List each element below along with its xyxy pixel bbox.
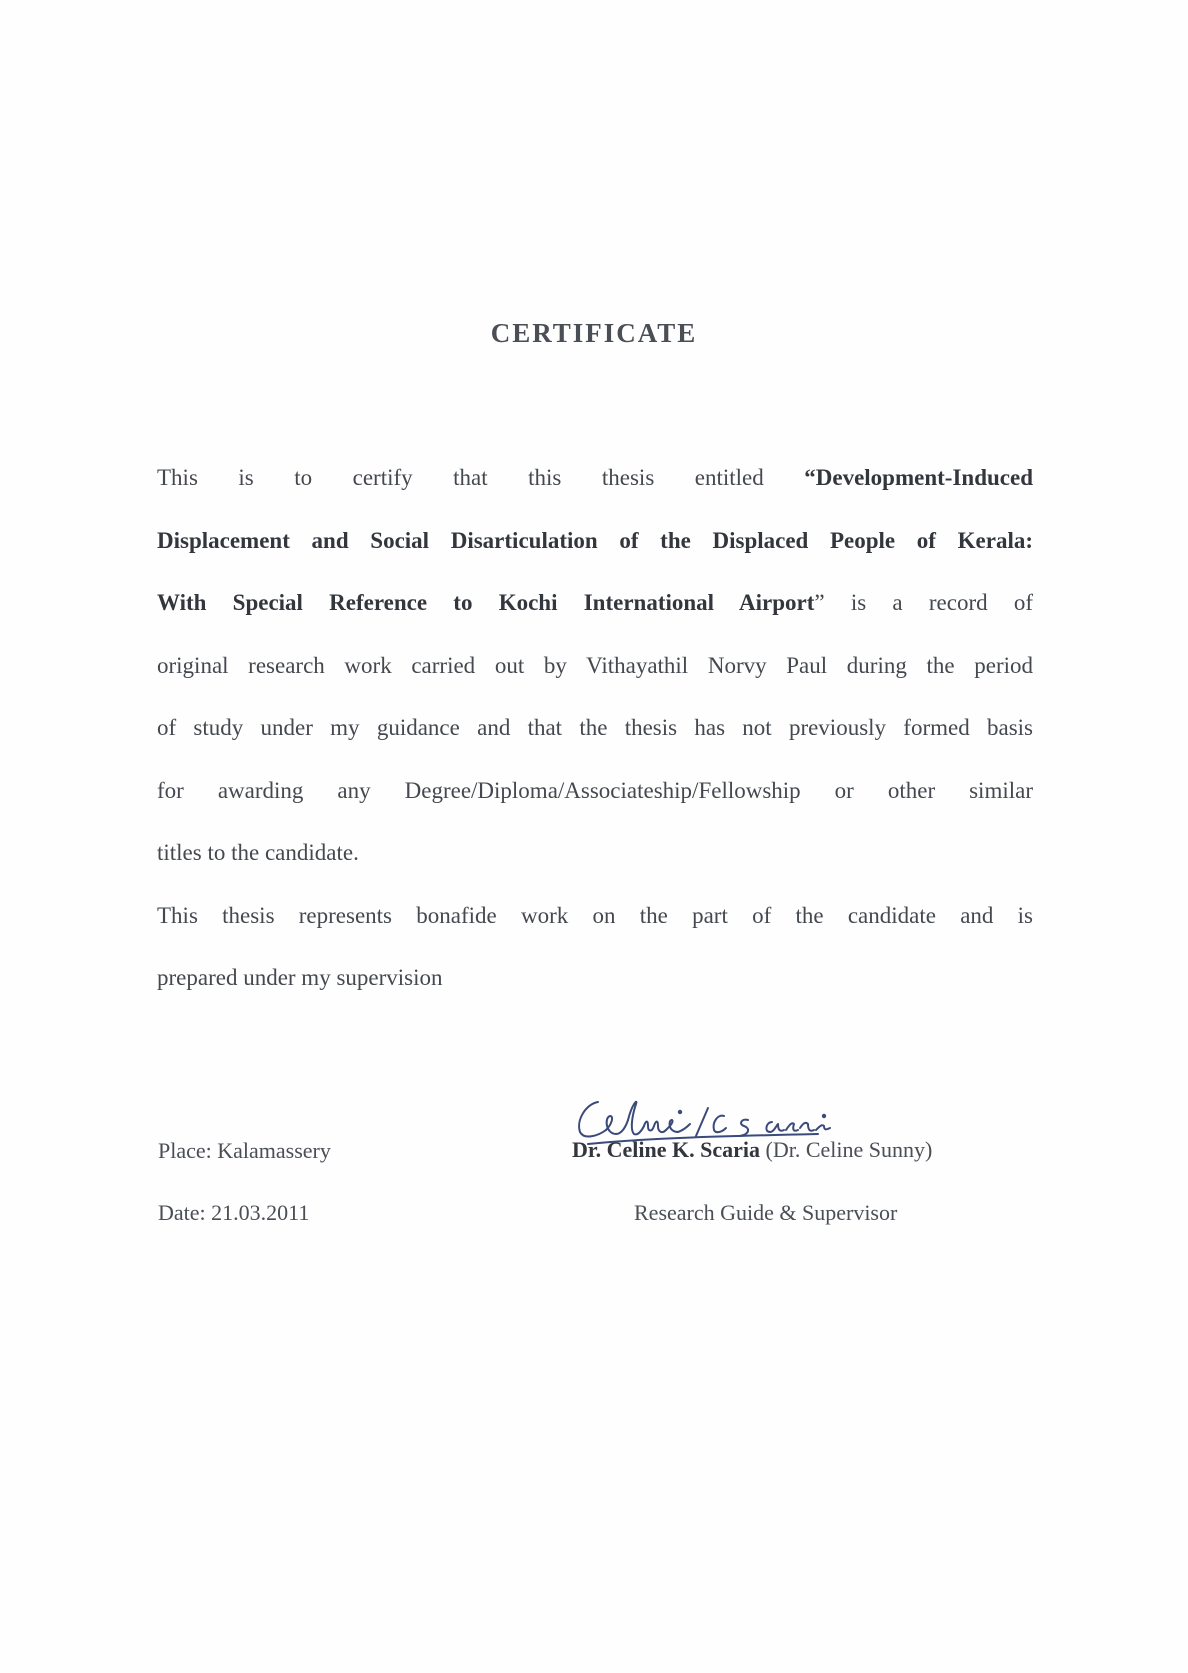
- signatory-name: [572, 1137, 932, 1163]
- certificate-body: [157, 447, 1033, 1010]
- body-line: prepared under my supervision: [157, 965, 443, 990]
- body-line: Displacement and Social Disarticulation of the Displaced People of Kerala:: [157, 527, 1033, 553]
- signatory-alt-name: (Dr. Celine Sunny): [760, 1137, 933, 1162]
- signatory-role: Research Guide & Supervisor: [634, 1200, 898, 1225]
- body-line: This is to certify that this thesis entitled “Development-Induced: [157, 465, 1033, 490]
- body-line: for awarding any Degree/Diploma/Associateship/Fellowship or other similar: [157, 777, 1033, 803]
- body-line: of study under my guidance and that the thesis has not previously formed basis: [157, 715, 1033, 740]
- body-line: This thesis represents bonafide work on the part of the candidate and is: [157, 902, 1033, 928]
- certificate-paragraph-2: [157, 885, 1033, 1010]
- place-label: Place: Kalamassery: [158, 1138, 331, 1163]
- page-title: CERTIFICATE: [490, 318, 698, 348]
- body-line: With Special Reference to Kochi International Airport” is a record of: [157, 590, 1034, 615]
- body-line: titles to the candidate.: [157, 840, 359, 865]
- certificate-paragraph-1: [157, 447, 1033, 885]
- signatory-primary-name: Dr. Celine K. Scaria: [572, 1137, 760, 1162]
- body-line: original research work carried out by Vithayathil Norvy Paul during the period: [157, 652, 1033, 678]
- date-label: Date: 21.03.2011: [158, 1200, 310, 1225]
